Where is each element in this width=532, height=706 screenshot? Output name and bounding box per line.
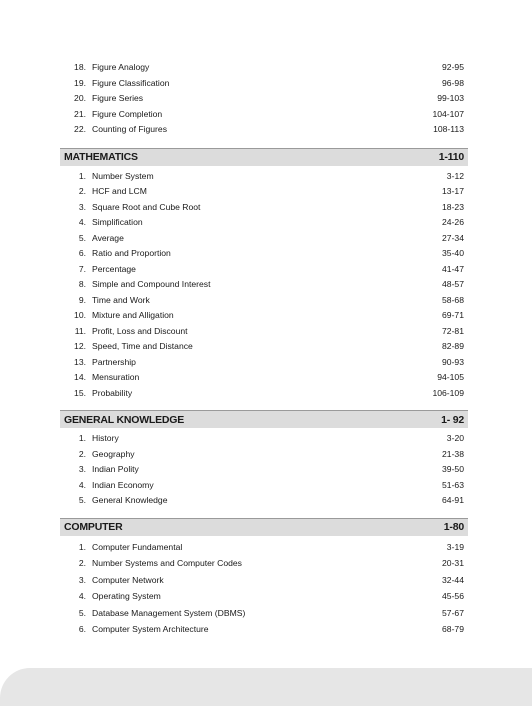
entry-number: 4. [78,591,86,602]
section-range: 1- 92 [441,413,464,426]
entry-title: Database Management System (DBMS) [92,607,246,618]
entry-title: Percentage [92,263,136,274]
section-general-knowledge [60,410,468,509]
toc-entry[interactable] [60,308,468,324]
entry-number: 18. [74,62,86,72]
toc-entry[interactable] [60,324,468,340]
section-heading[interactable] [60,410,468,428]
toc-entry[interactable] [60,605,468,622]
entry-pages: 106-109 [432,387,464,398]
entry-pages: 21-38 [442,448,464,459]
entry-number: 3. [78,464,86,474]
section-title: COMPUTER [64,521,123,533]
entry-pages: 96-98 [442,77,464,88]
entry-number: 14. [74,372,86,382]
toc-entry[interactable] [60,386,468,402]
entry-number: 5. [78,495,86,505]
entry-pages: 13-17 [442,186,464,196]
entry-pages: 64-91 [442,495,464,505]
entry-title: Operating System [92,591,161,602]
section-range: 1-110 [438,151,464,163]
section-computer [60,518,468,639]
entry-title: Figure Completion [92,108,163,119]
entry-title: Mensuration [92,372,140,382]
section-title: MATHEMATICS [64,151,138,163]
toc-entry[interactable] [60,184,468,200]
entry-number: 1. [78,433,86,443]
entry-title: Number System [92,170,154,181]
toc-entry[interactable] [60,572,468,589]
entry-pages: 41-47 [442,263,464,274]
toc-entry[interactable] [60,462,468,478]
table-of-contents [60,60,468,638]
entry-number: 5. [78,232,86,243]
entry-title: Probability [92,387,133,398]
toc-entry[interactable] [60,555,468,572]
toc-entry[interactable] [60,107,468,123]
entry-title: Geography [92,448,135,459]
entry-pages: 82-89 [442,341,464,351]
entry-pages: 104-107 [432,108,464,119]
entry-title: Partnership [92,356,136,367]
toc-entry[interactable] [60,169,468,185]
entry-pages: 58-68 [442,294,464,305]
entry-number: 1. [78,170,86,181]
section-range: 1-80 [443,521,464,533]
entry-title: Profit, Loss and Discount [92,325,188,336]
entry-title: Average [92,232,124,243]
entry-number: 3. [78,574,86,585]
entry-title: Mixture and Alligation [92,310,174,320]
entry-title: History [92,433,119,443]
toc-entry[interactable] [60,370,468,386]
reasoning-entries [60,60,468,138]
entry-title: Speed, Time and Distance [92,341,193,351]
entry-title: Computer Fundamental [92,541,183,552]
entry-title: Time and Work [92,294,150,305]
entry-title: General Knowledge [92,495,168,505]
entry-pages: 24-26 [442,217,464,227]
entry-pages: 51-63 [442,479,464,490]
section-title: GENERAL KNOWLEDGE [64,413,185,426]
page-bottom-band [0,668,532,706]
entry-pages: 35-40 [442,248,464,258]
entry-title: Indian Economy [92,479,154,490]
entry-pages: 3-20 [446,433,464,443]
toc-entry[interactable] [60,447,468,463]
entry-pages: 39-50 [442,464,464,474]
entry-pages: 20-31 [442,558,464,569]
entry-pages: 72-81 [442,325,464,336]
toc-entry[interactable] [60,621,468,638]
toc-entry[interactable] [60,262,468,278]
entry-number: 1. [78,541,86,552]
entry-number: 20. [74,93,86,103]
entry-number: 5. [78,607,86,618]
toc-entry[interactable] [60,478,468,494]
entry-number: 11. [74,325,86,336]
entry-number: 8. [78,279,86,289]
entry-title: Figure Series [92,93,144,103]
toc-entry[interactable] [60,246,468,262]
entry-number: 2. [78,448,86,459]
entry-title: Number Systems and Computer Codes [92,558,242,569]
entry-pages: 57-67 [442,607,464,618]
entry-title: Computer System Architecture [92,624,209,635]
entry-number: 2. [78,558,86,569]
toc-entry[interactable] [60,431,468,447]
toc-entry[interactable] [60,355,468,371]
entry-number: 9. [78,294,86,305]
entry-number: 6. [78,624,86,635]
entry-pages: 27-34 [442,232,464,243]
entry-number: 12. [74,341,86,351]
toc-entry[interactable] [60,339,468,355]
entry-pages: 3-12 [446,170,464,181]
entry-title: HCF and LCM [92,186,147,196]
entry-number: 13. [74,356,86,367]
entry-number: 4. [78,217,86,227]
toc-entry[interactable] [60,539,468,556]
section-heading[interactable] [60,518,468,536]
section-heading[interactable] [60,148,468,166]
entry-pages: 45-56 [442,591,464,602]
entry-pages: 99-103 [437,93,464,103]
entry-pages: 90-93 [442,356,464,367]
toc-entry[interactable] [60,588,468,605]
entry-pages: 3-19 [446,541,464,552]
toc-entry[interactable] [60,493,468,509]
toc-entry[interactable] [60,122,468,138]
entry-title: Square Root and Cube Root [92,201,201,212]
entry-number: 22. [74,124,86,134]
entry-title: Ratio and Proportion [92,248,171,258]
toc-entry[interactable] [60,200,468,216]
entry-number: 2. [78,186,86,196]
entry-pages: 18-23 [442,201,464,212]
entry-title: Simple and Compound Interest [92,279,211,289]
entry-pages: 69-71 [442,310,464,320]
entry-pages: 68-79 [442,624,464,635]
entry-title: Indian Polity [92,464,139,474]
entry-title: Figure Analogy [92,62,150,72]
entry-number: 21. [74,108,86,119]
entry-number: 10. [74,310,86,320]
entry-pages: 94-105 [437,372,464,382]
toc-entry[interactable] [60,293,468,309]
toc-entry[interactable] [60,91,468,107]
toc-entry[interactable] [60,76,468,92]
entry-pages: 48-57 [442,279,464,289]
entry-number: 3. [78,201,86,212]
entry-title: Figure Classification [92,77,170,88]
entry-number: 6. [78,248,86,258]
toc-entry[interactable] [60,60,468,76]
entry-number: 7. [78,263,86,274]
entry-title: Simplification [92,217,143,227]
toc-entry[interactable] [60,215,468,231]
entry-number: 19. [74,77,86,88]
toc-entry[interactable] [60,277,468,293]
entry-number: 15. [74,387,86,398]
section-mathematics [60,148,468,402]
entry-pages: 108-113 [433,124,464,134]
entry-pages: 92-95 [442,62,464,72]
entry-number: 4. [78,479,86,490]
toc-entry[interactable] [60,231,468,247]
entry-pages: 32-44 [442,574,464,585]
entry-title: Counting of Figures [92,124,167,134]
entry-title: Computer Network [92,574,164,585]
